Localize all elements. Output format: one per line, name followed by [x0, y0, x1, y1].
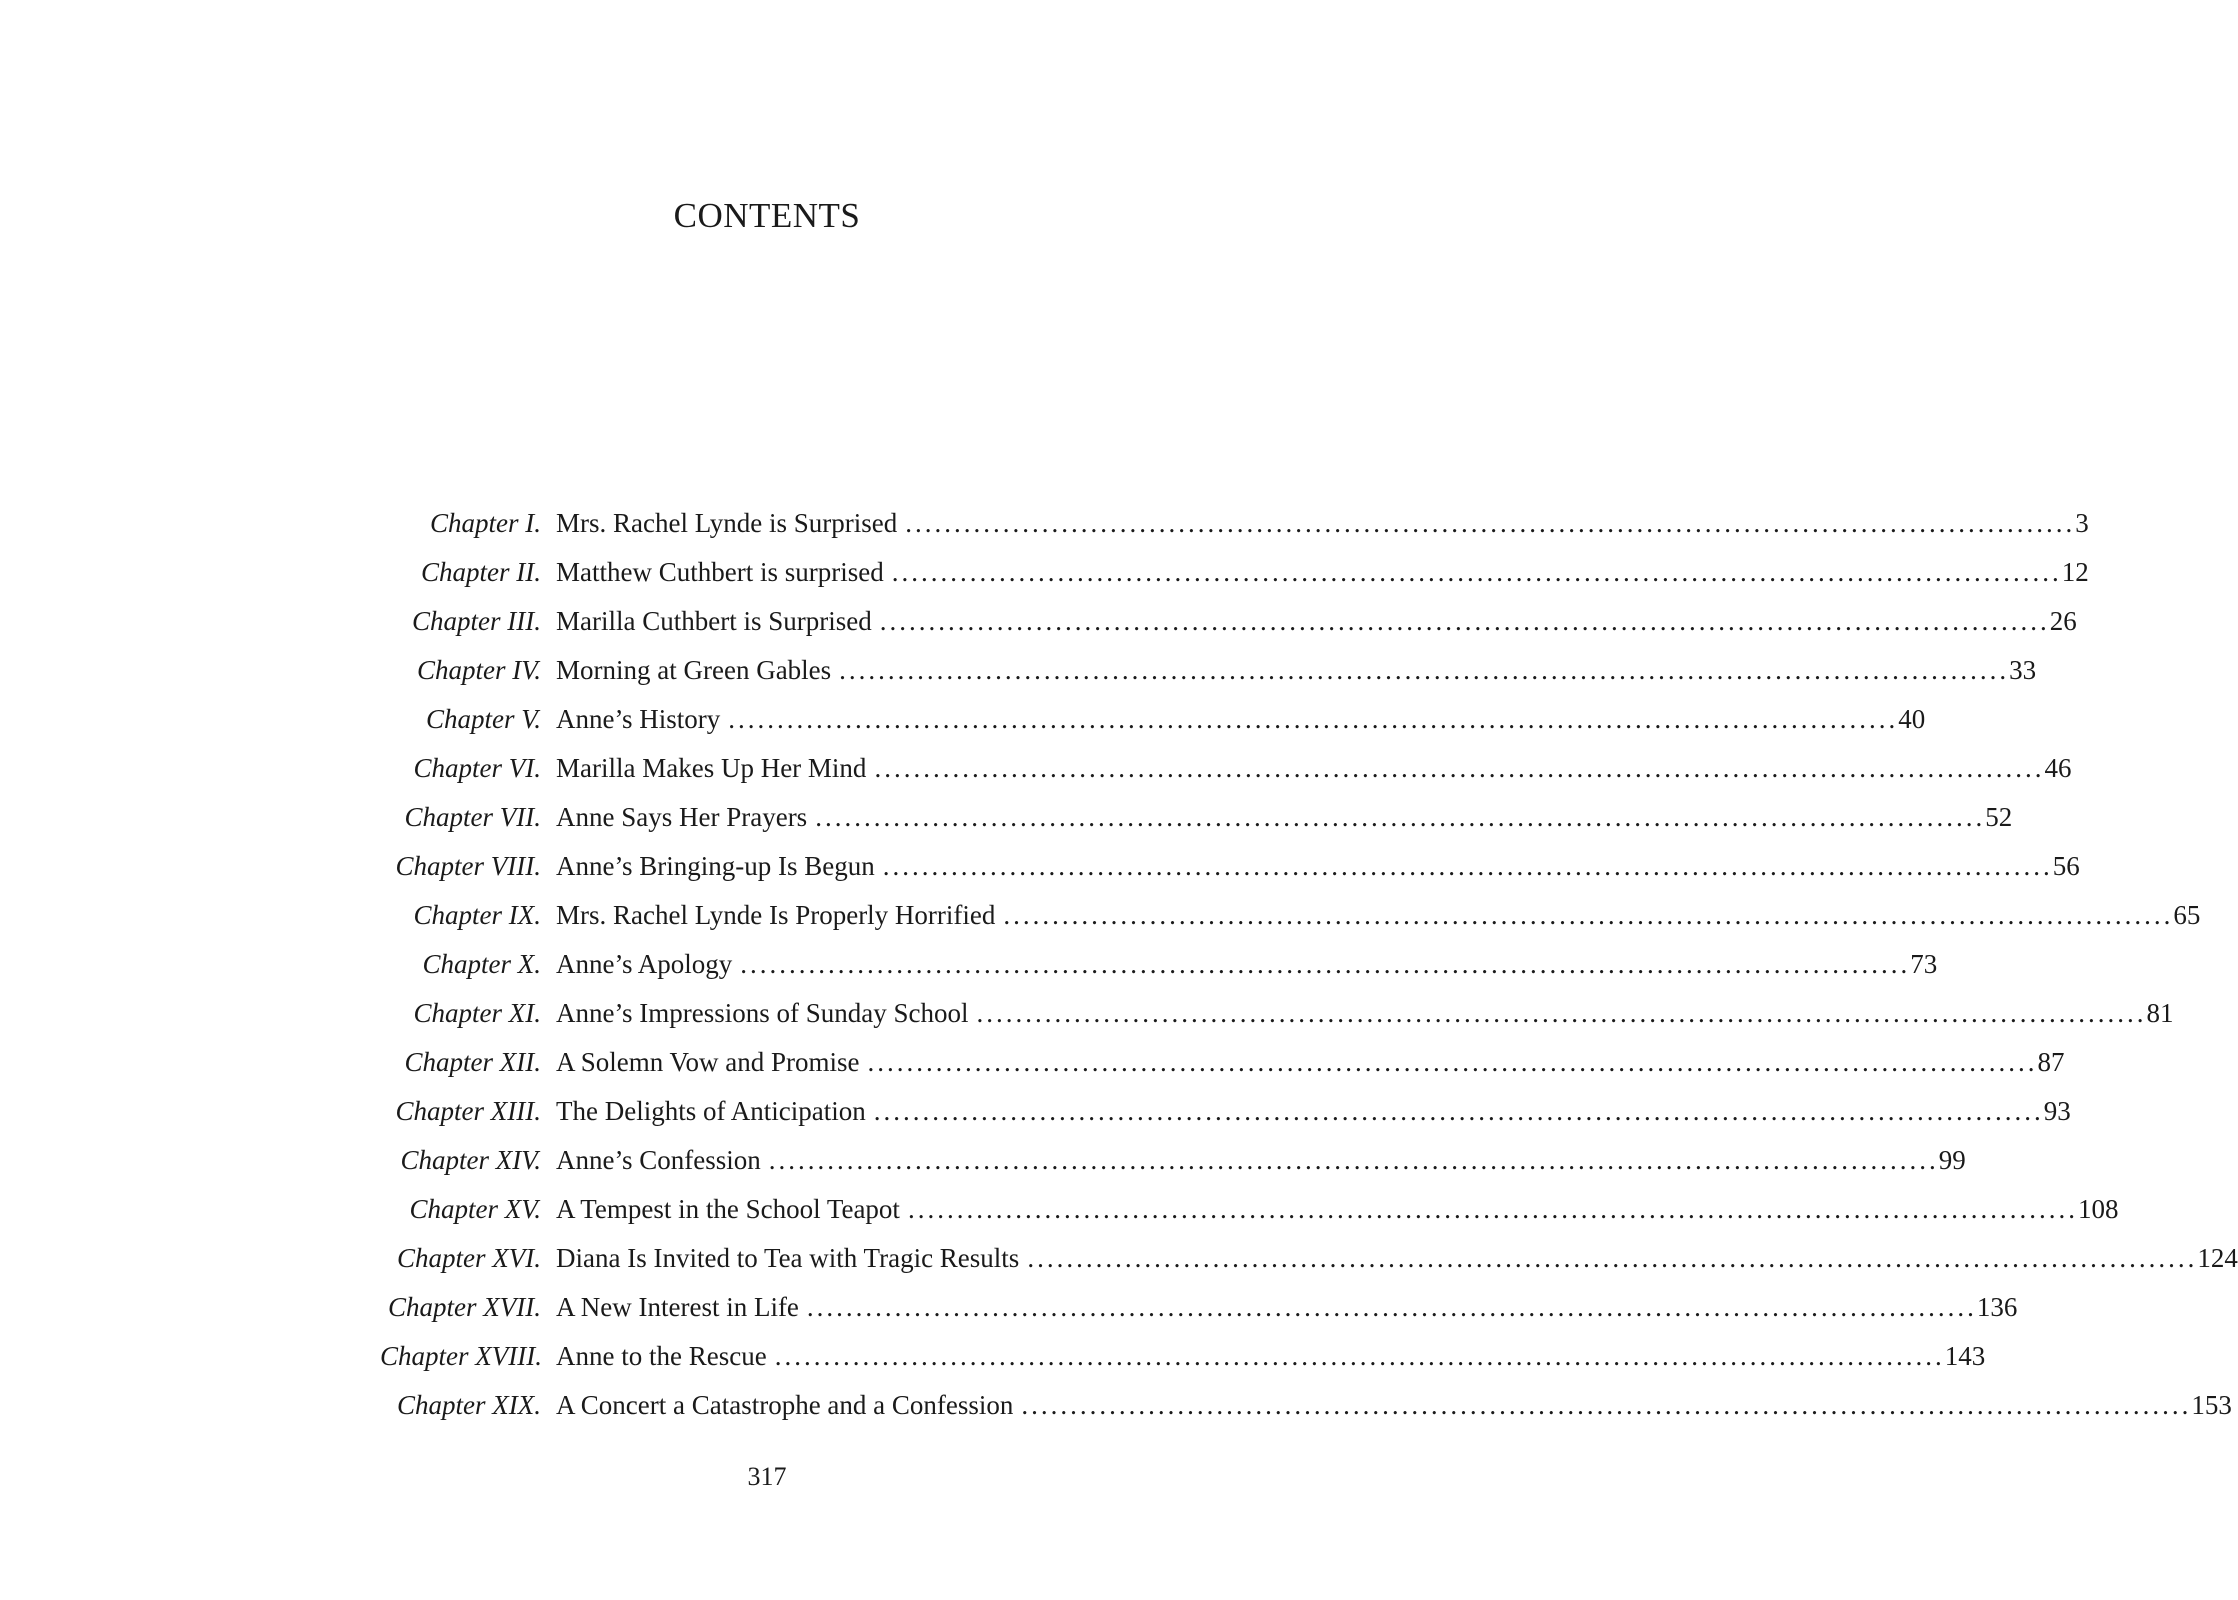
chapter-number: Chapter XI.	[413, 998, 541, 1028]
chapter-number: Chapter III.	[412, 606, 541, 636]
chapter-title: Marilla Makes Up Her Mind	[556, 753, 867, 783]
page-number: 40	[1898, 704, 1926, 734]
toc-entry[interactable]	[380, 851, 2080, 901]
dot-leader: ........................................................................................................................	[879, 606, 2050, 636]
dot-leader: ........................................................................................................................	[873, 1096, 2044, 1126]
dot-leader: ........................................................................................................................	[740, 949, 1911, 979]
dot-leader: ........................................................................................................................	[905, 508, 2076, 538]
chapter-title: Anne’s Apology	[556, 949, 733, 979]
chapter-title: Anne’s Impressions of Sunday School	[556, 998, 969, 1028]
dot-leader: ........................................................................................................................	[774, 1341, 1945, 1371]
chapter-title: Anne’s History	[556, 704, 721, 734]
chapter-number: Chapter IV.	[416, 655, 541, 685]
page-number: 93	[2043, 1096, 2071, 1126]
chapter-number: Chapter VIII.	[395, 851, 541, 881]
chapter-number: Chapter XV.	[409, 1194, 541, 1224]
chapter-number: Chapter II.	[421, 557, 541, 587]
toc-entry[interactable]	[380, 1145, 1966, 1195]
chapter-title: A Solemn Vow and Promise	[556, 1047, 860, 1077]
dot-leader: ........................................................................................................................	[1003, 900, 2174, 930]
toc-entry[interactable]	[380, 557, 2089, 607]
dot-leader: ........................................................................................................................	[891, 557, 2062, 587]
chapter-title: Anne to the Rescue	[556, 1341, 767, 1371]
chapter-title: Matthew Cuthbert is surprised	[556, 557, 884, 587]
table-of-contents	[380, 508, 2238, 1440]
dot-leader: ........................................................................................................................	[867, 1047, 2038, 1077]
page-number: 56	[2052, 851, 2080, 881]
toc-entry[interactable]	[380, 704, 1926, 754]
dot-leader: ........................................................................................................................	[728, 704, 1899, 734]
page-number: 136	[1976, 1292, 2018, 1322]
dot-leader: ........................................................................................................................	[1021, 1390, 2192, 1420]
toc-entry[interactable]	[380, 900, 2201, 950]
page-number: 143	[1944, 1341, 1986, 1371]
chapter-number: Chapter XII.	[404, 1047, 541, 1077]
dot-leader: ........................................................................................................................	[839, 655, 2010, 685]
page-number: 87	[2037, 1047, 2065, 1077]
page-number: 52	[1985, 802, 2013, 832]
page-folio: 317	[747, 1462, 787, 1491]
chapter-title: Anne Says Her Prayers	[556, 802, 808, 832]
page-number: 99	[1938, 1145, 1966, 1175]
toc-entry[interactable]	[380, 753, 2072, 803]
chapter-title: Mrs. Rachel Lynde Is Properly Horrified	[556, 900, 996, 930]
chapter-title: Anne’s Confession	[556, 1145, 761, 1175]
toc-entry[interactable]	[380, 1096, 2071, 1146]
toc-entry[interactable]	[380, 606, 2077, 656]
toc-entry[interactable]	[380, 1243, 2238, 1293]
chapter-number: Chapter VI.	[413, 753, 541, 783]
dot-leader: ........................................................................................................................	[874, 753, 2045, 783]
chapter-title: A New Interest in Life	[556, 1292, 799, 1322]
chapter-title: A Concert a Catastrophe and a Confession	[556, 1390, 1014, 1420]
dot-leader: ........................................................................................................................	[1027, 1243, 2198, 1273]
chapter-number: Chapter XVI.	[397, 1243, 541, 1273]
chapter-number: Chapter XVII.	[388, 1292, 541, 1322]
toc-entry[interactable]	[380, 998, 2174, 1048]
chapter-number: Chapter IX.	[413, 900, 541, 930]
chapter-title: Mrs. Rachel Lynde is Surprised	[556, 508, 898, 538]
page-number: 3	[2075, 508, 2089, 538]
chapter-number: Chapter XIV.	[400, 1145, 541, 1175]
toc-entry[interactable]	[380, 1194, 2119, 1244]
dot-leader: ........................................................................................................................	[976, 998, 2147, 1028]
page-number: 124	[2197, 1243, 2238, 1273]
page-number: 33	[2009, 655, 2037, 685]
dot-leader: ........................................................................................................................	[907, 1194, 2078, 1224]
toc-entry[interactable]	[380, 1292, 2018, 1342]
toc-entry[interactable]	[380, 1390, 2232, 1440]
chapter-number: Chapter VII.	[404, 802, 541, 832]
chapter-number: Chapter X.	[422, 949, 541, 979]
chapter-title: A Tempest in the School Teapot	[556, 1194, 900, 1224]
toc-entry[interactable]	[380, 655, 2037, 705]
page-number: 108	[2077, 1194, 2119, 1224]
chapter-title: Diana Is Invited to Tea with Tragic Results	[556, 1243, 1020, 1273]
chapter-number: Chapter V.	[425, 704, 541, 734]
page-number: 65	[2173, 900, 2201, 930]
chapter-number: Chapter I.	[430, 508, 541, 538]
page-number: 73	[1910, 949, 1938, 979]
toc-entry[interactable]	[380, 1341, 1986, 1391]
toc-entry[interactable]	[380, 1047, 2065, 1097]
page-number: 12	[2061, 557, 2089, 587]
chapter-number: Chapter XIII.	[395, 1096, 541, 1126]
dot-leader: ........................................................................................................................	[806, 1292, 1977, 1322]
chapter-title: Marilla Cuthbert is Surprised	[556, 606, 872, 636]
toc-entry[interactable]	[380, 802, 2013, 852]
dot-leader: ........................................................................................................................	[815, 802, 1986, 832]
chapter-title: Morning at Green Gables	[556, 655, 832, 685]
page-number: 26	[2049, 606, 2077, 636]
chapter-number: Chapter XVIII.	[380, 1341, 542, 1371]
dot-leader: ........................................................................................................................	[882, 851, 2053, 881]
chapter-title: Anne’s Bringing-up Is Begun	[556, 851, 875, 881]
toc-entry[interactable]	[380, 508, 2089, 558]
chapter-title: The Delights of Anticipation	[556, 1096, 866, 1126]
page-title: CONTENTS	[673, 196, 861, 235]
page-number: 81	[2146, 998, 2174, 1028]
page-number: 153	[2191, 1390, 2232, 1420]
toc-entry[interactable]	[380, 949, 1938, 999]
chapter-number: Chapter XIX.	[397, 1390, 541, 1420]
page-number: 46	[2044, 753, 2072, 783]
dot-leader: ........................................................................................................................	[768, 1145, 1939, 1175]
